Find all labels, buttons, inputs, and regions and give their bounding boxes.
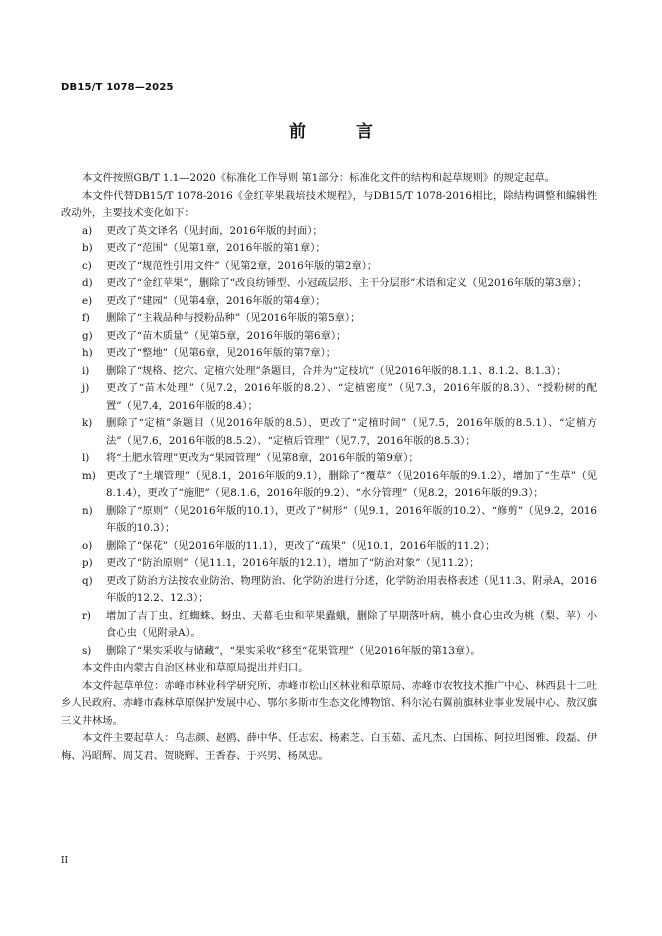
list-item-text: 删除了“规格、挖穴、定植穴处理”条题目，合并为“定枝坑”（见2016年版的8.1.1、8.1.2、8.1.3）； — [106, 364, 567, 377]
list-item — [61, 643, 597, 661]
list-item-text: 增加了吉丁虫、红蜘蛛、蚜虫、天幕毛虫和苹果蠹蛾，删除了早期落叶病，桃小食心虫改为桃（梨、苹）小食心虫（见附录A）。 — [106, 609, 597, 639]
list-item-text: 删除了“定植”条题目（见2016年版的8.5），更改了“定植时间”（见7.5，2016年版的8.5.1）、“定植方法”（见7.6，2016年版的8.5.2）、“定植后管理”（见7.7，2016年版的8.5.3）； — [106, 417, 597, 447]
list-item — [61, 538, 597, 556]
list-item-text: 将“土肥水管理”更改为“果园管理”（见第8章，2016年版的第9章）； — [106, 452, 419, 464]
intro-paragraph: 本文件代替DB15/T 1078-2016《金红苹果栽培技术规程》，与DB15/T 1078-2016相比，除结构调整和编辑性改动外，主要技术变化如下： — [61, 189, 597, 219]
list-item — [61, 345, 597, 363]
list-item-text: 更改了“苗木处理”（见7.2，2016年版的8.2）、“定植密度”（见7.3，2016年版的8.3）、“授粉树的配置”（见7.4，2016年版的8.4）； — [106, 382, 597, 412]
list-item — [61, 328, 597, 346]
list-item-label: e) — [82, 294, 93, 307]
list-item-text: 更改了“整地”（见第6章，见2016年版的第7章）； — [106, 347, 337, 359]
list-item — [61, 240, 597, 258]
foreword-body — [61, 170, 597, 765]
list-item-text: 更改了“苗木质量”（见第5章，2016年版的第6章）； — [106, 329, 347, 342]
list-item-label: f) — [82, 312, 90, 324]
list-item-label: m) — [82, 469, 96, 482]
list-item-label: j) — [82, 382, 90, 394]
list-item-label: o) — [82, 539, 93, 552]
list-item — [61, 275, 597, 293]
list-item-label: n) — [82, 504, 93, 517]
list-item — [61, 363, 597, 381]
list-item-label: s) — [82, 644, 92, 657]
document-code: DB15/T 1078—2025 — [61, 82, 174, 93]
list-item-text: 删除了“保花”（见2016年版的11.1），更改了“疏果”（见10.1，2016年版的11.2）； — [106, 539, 496, 552]
drafting-units-paragraph: 本文件起草单位：赤峰市林业科学研究所、赤峰市松山区林业和草原局、赤峰市农牧技术推广中心、林西县十二吐乡人民政府、赤峰市森林草原保护发展中心、鄂尔多斯市生态文化博物馆、科尔沁右翼前旗林业事业发展中心、敖汉旗三义井林场。 — [61, 679, 597, 727]
list-item — [61, 258, 597, 276]
list-item — [61, 503, 597, 538]
list-item-text: 更改了“防治原则”（见11.1，2016年版的12.1），增加了“防治对象”（见11.2）； — [106, 557, 480, 569]
list-item-label: k) — [82, 417, 93, 429]
list-item — [61, 608, 597, 643]
list-item — [61, 468, 597, 503]
list-item-text: 更改了“规范性引用文件”（见第2章，2016年版的第2章）； — [106, 259, 378, 272]
list-item — [61, 223, 597, 241]
list-item-text: 删除了“果实采收与储藏”，“果实采收”移至“花果管理”（见2016年版的第13章）。 — [106, 644, 481, 657]
proposer-paragraph: 本文件由内蒙古自治区林业和草原局提出并归口。 — [82, 662, 309, 674]
list-item — [61, 415, 597, 450]
list-item-text: 更改了“建园”（见第4章，2016年版的第4章）； — [106, 294, 326, 307]
page-number: II — [61, 856, 69, 866]
list-item-label: r) — [82, 609, 91, 622]
list-item — [61, 450, 597, 468]
list-item-text: 更改了“土壤管理”（见8.1，2016年版的9.1），删除了“覆草”（见2016年版的9.1.2），增加了“生草”（见8.1.4），更改了“施肥”（见8.1.6，2016年版的9.2）、“水分管理”（见8.2，2016年版的9.3）； — [106, 469, 597, 499]
list-item — [61, 555, 597, 573]
list-item-label: d) — [82, 277, 93, 289]
page-title: 前 言 — [289, 122, 395, 142]
list-item-label: a) — [82, 224, 93, 237]
list-item — [61, 573, 597, 608]
list-item-label: g) — [82, 329, 93, 342]
changes-list — [61, 223, 597, 661]
intro-paragraph: 本文件按照GB/T 1.1—2020《标准化工作导则 第1部分：标准化文件的结构和起草规则》的规定起草。 — [82, 172, 556, 184]
list-item-label: h) — [82, 347, 93, 359]
list-item-text: 删除了“主栽品种与授粉品种”（见2016年版的第5章）； — [106, 312, 361, 324]
list-item-text: 更改了“范围”（见第1章，2016年版的第1章）； — [106, 242, 326, 254]
list-item-text: 更改了“金红苹果”，删除了“改良纺锤型、小冠疏层形、主干分层形”术语和定义（见2016年版的第3章）； — [106, 277, 588, 289]
list-item-text: 删除了“原则”（见2016年版的10.1），更改了“树形”（见9.1，2016年版的10.2）、“修剪”（见9.2，2016年版的10.3）； — [106, 504, 597, 534]
drafters-paragraph: 本文件主要起草人：乌志颜、赵鸥、薛中华、任志宏、杨素芝、白玉茹、孟凡杰、白国栋、阿拉坦图雅、段磊、伊梅、冯昭辉、周艾君、贺晓辉、王香春、于兴男、杨凤忠。 — [61, 732, 597, 762]
list-item — [61, 310, 597, 328]
list-item-label: p) — [82, 557, 93, 569]
list-item-label: i) — [82, 364, 90, 377]
list-item-label: b) — [82, 242, 93, 254]
list-item — [61, 293, 597, 311]
list-item-label: c) — [82, 259, 92, 272]
list-item-label: l) — [82, 452, 90, 464]
list-item — [61, 380, 597, 415]
list-item-label: q) — [82, 574, 93, 587]
list-item-text: 更改了防治方法按农业防治、物理防治、化学防治进行分述，化学防治用表格表述（见11.3、附录A，2016年版的12.2、12.3）； — [106, 574, 597, 604]
list-item-text: 更改了英文译名（见封面，2016年版的封面）； — [106, 224, 323, 237]
